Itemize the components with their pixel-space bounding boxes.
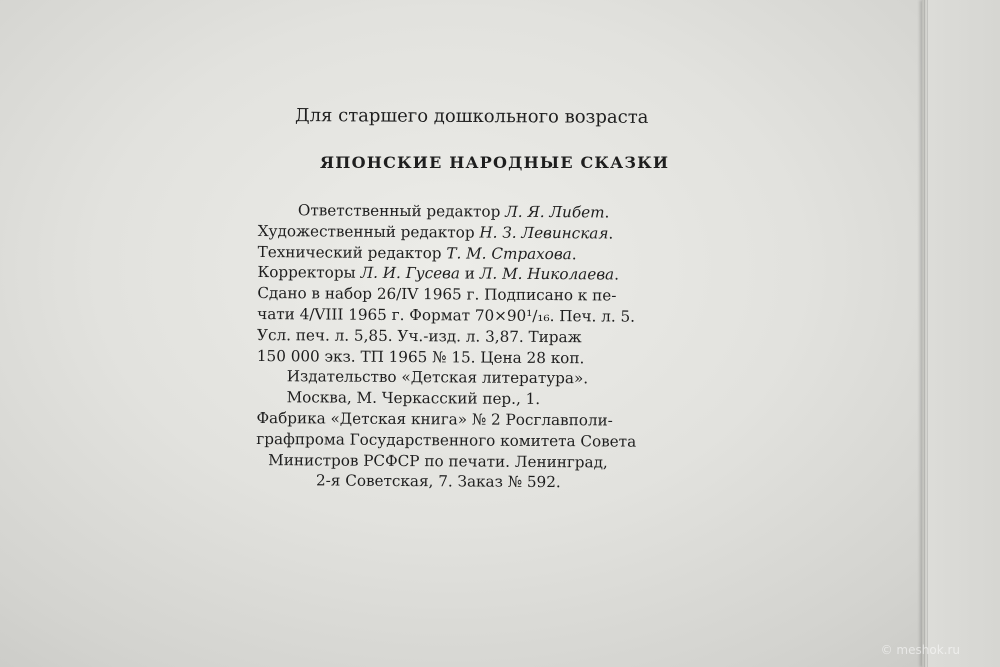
imprint-line: Усл. печ. л. 5,85. Уч.-изд. л. 3,87. Тираж xyxy=(256,325,582,347)
imprint-text: Ответственный редактор xyxy=(297,201,506,221)
imprint-line: Фабрика «Детская книга» № 2 Росглавполи- xyxy=(256,408,613,430)
imprint-line: графпрома Государственного комитета Совета xyxy=(256,429,637,451)
imprint-text: Художественный редактор xyxy=(257,221,480,242)
imprint-line: Министров РСФСР по печати. Ленинград, xyxy=(268,450,608,472)
imprint-line: Сдано в набор 26/IV 1965 г. Подписано к пе- xyxy=(257,284,617,305)
next-page-edge xyxy=(922,0,1000,667)
imprint-text: . xyxy=(614,265,620,284)
imprint-block xyxy=(256,200,758,495)
imprint-name: Н. З. Левинская xyxy=(479,223,609,243)
imprint-text: Корректоры xyxy=(257,263,361,283)
audience-line: Для старшего дошкольного возраста xyxy=(294,105,649,128)
watermark: © meshok.ru xyxy=(880,643,960,657)
imprint-text: . xyxy=(571,244,577,263)
imprint-line: чати 4/VIII 1965 г. Формат 70×90¹/₁₆. Печ. л. 5. xyxy=(257,304,636,326)
imprint-text: . xyxy=(604,203,610,222)
imprint-name: Т. М. Страхова xyxy=(446,243,572,263)
book-title: ЯПОНСКИЕ НАРОДНЫЕ СКАЗКИ xyxy=(320,153,670,172)
imprint-name: Л. И. Гусева xyxy=(360,264,461,283)
page-edge-line xyxy=(927,0,928,667)
imprint-text: Технический редактор xyxy=(257,242,447,262)
imprint-line xyxy=(258,221,758,245)
imprint-text: и xyxy=(459,264,480,283)
imprint-line: Издательство «Детская литература». xyxy=(286,367,589,388)
imprint-line: 150 000 экз. ТП 1965 № 15. Цена 28 коп. xyxy=(256,346,585,367)
imprint-text: . xyxy=(608,224,614,243)
imprint-line: 2-я Советская, 7. Заказ № 592. xyxy=(315,471,561,492)
imprint-name: Л. Я. Либет xyxy=(505,202,605,222)
imprint-name: Л. М. Николаева xyxy=(479,264,615,284)
imprint-line: Москва, М. Черкасский пер., 1. xyxy=(286,388,541,409)
page-edge-line xyxy=(924,0,925,667)
